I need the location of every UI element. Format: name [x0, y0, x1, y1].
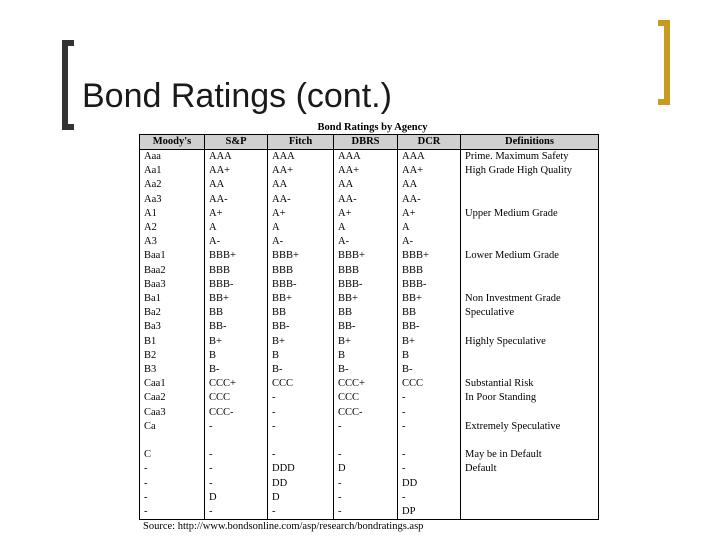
table-cell: -: [205, 420, 268, 434]
column-header: Moody's: [140, 135, 205, 150]
source-note: Source: http://www.bondsonline.com/asp/research/bondratings.asp: [143, 521, 424, 533]
table-cell: [461, 320, 599, 334]
table-cell: A: [205, 221, 268, 235]
table-body: [140, 150, 599, 520]
table-cell: Substantial Risk: [461, 377, 599, 391]
table-row: [140, 335, 599, 349]
table-cell: Upper Medium Grade: [461, 207, 599, 221]
table-cell: B3: [140, 363, 205, 377]
table-row: [140, 320, 599, 334]
table-cell: -: [268, 448, 334, 462]
table-cell: AA: [334, 178, 398, 192]
table-cell: B+: [268, 335, 334, 349]
table-cell: DD: [398, 477, 461, 491]
table-cell: BB+: [205, 292, 268, 306]
table-cell: BB: [334, 306, 398, 320]
header-row: [140, 135, 599, 150]
table-cell: BB-: [334, 320, 398, 334]
table-row: [140, 306, 599, 320]
table-cell: BBB-: [205, 278, 268, 292]
table-cell: -: [205, 448, 268, 462]
table-cell: [461, 434, 599, 448]
table-cell: May be in Default: [461, 448, 599, 462]
table-cell: -: [205, 505, 268, 520]
table-cell: C: [140, 448, 205, 462]
table-cell: Ba1: [140, 292, 205, 306]
table-cell: A: [334, 221, 398, 235]
table-cell: [461, 491, 599, 505]
table-cell: BB-: [268, 320, 334, 334]
table-cell: A: [268, 221, 334, 235]
table-row: [140, 235, 599, 249]
table-row: [140, 178, 599, 192]
table-cell: D: [334, 462, 398, 476]
table-cell: -: [398, 448, 461, 462]
table-cell: BB+: [334, 292, 398, 306]
table-cell: D: [268, 491, 334, 505]
table-row: [140, 221, 599, 235]
table-cell: High Grade High Quality: [461, 164, 599, 178]
table-cell: Baa3: [140, 278, 205, 292]
table-caption: Bond Ratings by Agency: [317, 122, 428, 133]
table-cell: BB-: [205, 320, 268, 334]
table-cell: -: [140, 491, 205, 505]
table-row: [140, 292, 599, 306]
table-cell: [461, 264, 599, 278]
table-cell: D: [205, 491, 268, 505]
table-cell: B: [268, 349, 334, 363]
table-cell: BB-: [398, 320, 461, 334]
table-cell: B+: [205, 335, 268, 349]
table-cell: Ba3: [140, 320, 205, 334]
table-cell: Caa2: [140, 391, 205, 405]
table-row: [140, 264, 599, 278]
table-cell: Caa3: [140, 406, 205, 420]
table-row: [140, 193, 599, 207]
table-cell: AAA: [205, 150, 268, 165]
left-bracket-decoration: [62, 40, 74, 130]
table-row: [140, 150, 599, 165]
bond-ratings-table-container: [139, 121, 598, 534]
table-row: [140, 249, 599, 263]
table-cell: B-: [334, 363, 398, 377]
table-cell: [461, 406, 599, 420]
table-row: [140, 363, 599, 377]
table-cell: DDD: [268, 462, 334, 476]
table-cell: Aa3: [140, 193, 205, 207]
table-cell: -: [398, 420, 461, 434]
table-cell: [140, 434, 205, 448]
table-cell: -: [140, 505, 205, 520]
table-cell: BBB-: [398, 278, 461, 292]
table-cell: A-: [398, 235, 461, 249]
table-cell: A+: [398, 207, 461, 221]
column-header: DBRS: [334, 135, 398, 150]
table-cell: BBB-: [334, 278, 398, 292]
table-cell: [461, 235, 599, 249]
table-cell: B: [205, 349, 268, 363]
table-cell: -: [205, 462, 268, 476]
table-cell: BBB: [268, 264, 334, 278]
column-header: S&P: [205, 135, 268, 150]
table-row: [140, 477, 599, 491]
table-cell: A1: [140, 207, 205, 221]
table-cell: -: [268, 505, 334, 520]
table-cell: Non Investment Grade: [461, 292, 599, 306]
table-cell: AA-: [398, 193, 461, 207]
table-cell: [334, 434, 398, 448]
table-cell: Ca: [140, 420, 205, 434]
table-cell: -: [334, 491, 398, 505]
table-row: [140, 377, 599, 391]
table-cell: AA+: [334, 164, 398, 178]
table-cell: CCC: [268, 377, 334, 391]
table-cell: A2: [140, 221, 205, 235]
table-cell: AA+: [205, 164, 268, 178]
table-cell: BB: [398, 306, 461, 320]
table-cell: Baa1: [140, 249, 205, 263]
table-cell: BB: [268, 306, 334, 320]
table-cell: [461, 178, 599, 192]
table-cell: CCC+: [334, 377, 398, 391]
table-row: [140, 278, 599, 292]
table-cell: BB+: [268, 292, 334, 306]
table-row: [140, 406, 599, 420]
column-header: Fitch: [268, 135, 334, 150]
table-cell: AA+: [268, 164, 334, 178]
table-cell: A+: [334, 207, 398, 221]
table-row: [140, 434, 599, 448]
table-cell: A-: [334, 235, 398, 249]
table-cell: CCC+: [205, 377, 268, 391]
table-cell: AA-: [205, 193, 268, 207]
table-cell: Caa1: [140, 377, 205, 391]
table-cell: [268, 434, 334, 448]
table-cell: -: [268, 406, 334, 420]
table-cell: Aa2: [140, 178, 205, 192]
bond-ratings-table: [139, 134, 599, 520]
table-cell: BBB: [398, 264, 461, 278]
table-cell: CCC-: [334, 406, 398, 420]
table-cell: [461, 477, 599, 491]
table-cell: [398, 434, 461, 448]
table-cell: Default: [461, 462, 599, 476]
slide-title: Bond Ratings (cont.): [82, 77, 392, 115]
table-cell: CCC: [334, 391, 398, 405]
table-cell: -: [398, 491, 461, 505]
table-cell: -: [398, 406, 461, 420]
table-cell: AA: [268, 178, 334, 192]
table-cell: B1: [140, 335, 205, 349]
table-cell: [461, 349, 599, 363]
table-cell: [461, 278, 599, 292]
table-cell: [461, 505, 599, 520]
table-cell: In Poor Standing: [461, 391, 599, 405]
table-cell: [461, 221, 599, 235]
table-cell: Highly Speculative: [461, 335, 599, 349]
table-cell: B-: [268, 363, 334, 377]
table-cell: A: [398, 221, 461, 235]
table-row: [140, 448, 599, 462]
table-cell: CCC-: [205, 406, 268, 420]
table-cell: A-: [268, 235, 334, 249]
table-cell: BBB+: [205, 249, 268, 263]
table-cell: BBB: [334, 264, 398, 278]
table-cell: CCC: [398, 377, 461, 391]
table-cell: AA-: [334, 193, 398, 207]
table-cell: BBB+: [268, 249, 334, 263]
table-cell: Speculative: [461, 306, 599, 320]
table-row: [140, 391, 599, 405]
table-cell: -: [398, 462, 461, 476]
table-cell: B-: [205, 363, 268, 377]
table-cell: A+: [268, 207, 334, 221]
table-cell: -: [334, 420, 398, 434]
table-cell: BB: [205, 306, 268, 320]
table-cell: AAA: [334, 150, 398, 165]
table-row: [140, 164, 599, 178]
table-cell: BB+: [398, 292, 461, 306]
table-cell: BBB+: [334, 249, 398, 263]
table-header: [140, 135, 599, 150]
table-cell: -: [205, 477, 268, 491]
table-cell: B+: [334, 335, 398, 349]
table-cell: AAA: [268, 150, 334, 165]
table-cell: Aaa: [140, 150, 205, 165]
table-row: [140, 491, 599, 505]
table-cell: AA: [398, 178, 461, 192]
table-cell: AA-: [268, 193, 334, 207]
table-cell: Baa2: [140, 264, 205, 278]
table-cell: -: [398, 391, 461, 405]
table-row: [140, 207, 599, 221]
table-cell: Extremely Speculative: [461, 420, 599, 434]
table-cell: AA: [205, 178, 268, 192]
table-row: [140, 349, 599, 363]
table-cell: -: [268, 420, 334, 434]
table-cell: A+: [205, 207, 268, 221]
table-cell: Aa1: [140, 164, 205, 178]
table-cell: BBB: [205, 264, 268, 278]
table-cell: B+: [398, 335, 461, 349]
table-cell: CCC: [205, 391, 268, 405]
table-cell: -: [334, 448, 398, 462]
column-header: DCR: [398, 135, 461, 150]
table-row: [140, 505, 599, 520]
table-cell: -: [140, 462, 205, 476]
table-cell: A-: [205, 235, 268, 249]
table-cell: [461, 363, 599, 377]
table-cell: B2: [140, 349, 205, 363]
table-cell: -: [268, 391, 334, 405]
table-cell: DD: [268, 477, 334, 491]
table-cell: BBB-: [268, 278, 334, 292]
column-header: Definitions: [461, 135, 599, 150]
table-cell: Lower Medium Grade: [461, 249, 599, 263]
table-cell: [205, 434, 268, 448]
table-cell: DP: [398, 505, 461, 520]
table-cell: -: [334, 477, 398, 491]
table-cell: -: [140, 477, 205, 491]
table-cell: AAA: [398, 150, 461, 165]
table-cell: Ba2: [140, 306, 205, 320]
table-cell: B-: [398, 363, 461, 377]
table-cell: -: [334, 505, 398, 520]
table-cell: B: [334, 349, 398, 363]
table-row: [140, 462, 599, 476]
table-cell: Prime. Maximum Safety: [461, 150, 599, 165]
table-cell: BBB+: [398, 249, 461, 263]
table-cell: [461, 193, 599, 207]
table-cell: B: [398, 349, 461, 363]
right-bracket-decoration: [658, 20, 670, 105]
table-cell: AA+: [398, 164, 461, 178]
table-row: [140, 420, 599, 434]
table-cell: A3: [140, 235, 205, 249]
